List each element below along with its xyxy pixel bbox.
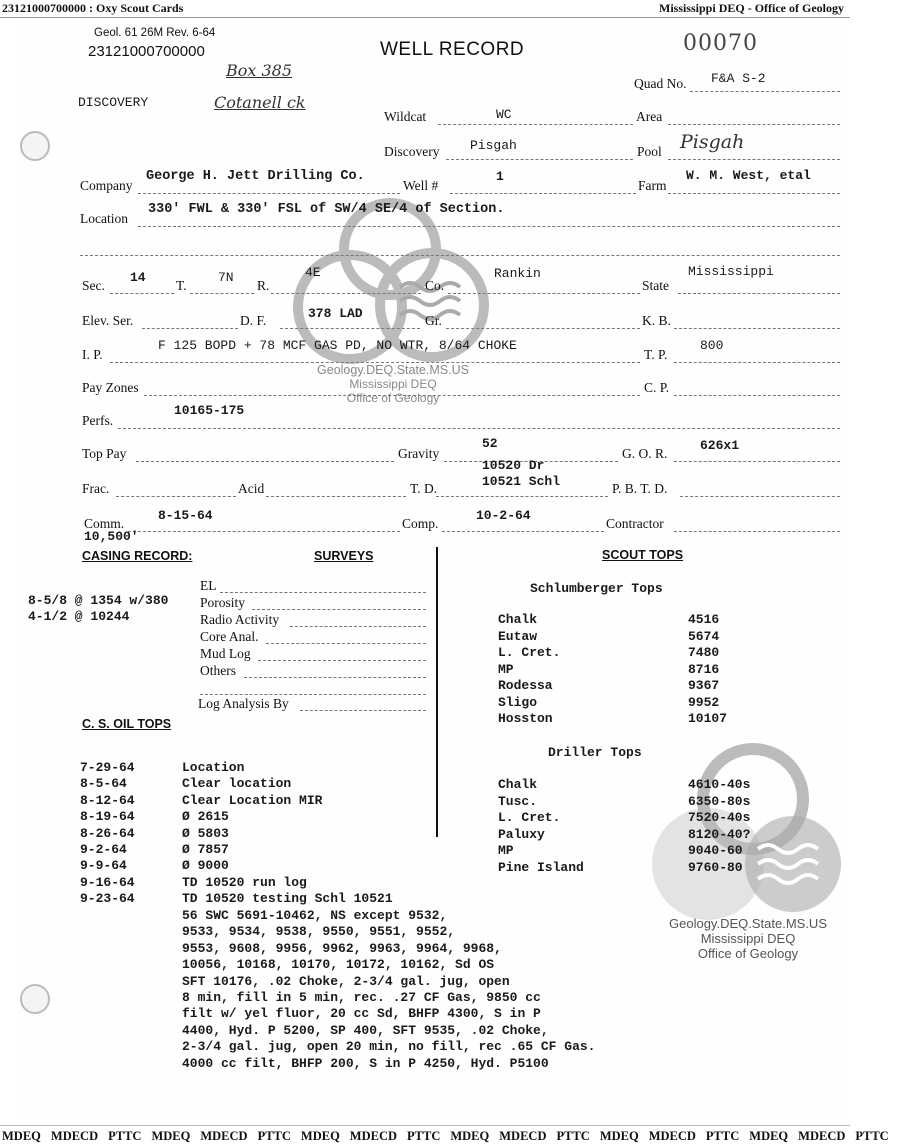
log-entry: Ø 2615: [182, 809, 229, 825]
scout-tops-title: SCOUT TOPS: [602, 548, 684, 562]
footer-item: PTTC: [556, 1129, 590, 1143]
form-code: Geol. 61 26M Rev. 6-64: [94, 27, 216, 39]
log-date: 9-9-64: [80, 858, 127, 874]
test-note-line: filt w/ yel fluor, 20 cc Sd, BHFP 4300, S in P: [182, 1006, 541, 1022]
schl-top-depth: 7480: [688, 645, 720, 660]
kb-label: K. B.: [642, 313, 671, 328]
log-date: 7-29-64: [80, 760, 135, 775]
tp-value: 800: [700, 338, 724, 353]
column-divider: [436, 547, 438, 837]
comm-label: Comm.: [84, 516, 125, 531]
survey-core-anal: Core Anal.: [200, 629, 259, 644]
footer-item: MDEQ: [749, 1129, 789, 1143]
schl-top-name: MP: [498, 661, 514, 677]
watermark-office-2: Office of Geology: [697, 946, 799, 961]
footer-item: PTTC: [705, 1129, 740, 1143]
footer-item: MDEQ: [300, 1129, 340, 1143]
log-date: 8-12-64: [80, 792, 135, 808]
document-id: 23121000700000 : Oxy Scout Cards: [2, 1, 184, 15]
footer-item: PTTC: [855, 1129, 889, 1143]
contractor-label: Contractor: [606, 516, 664, 531]
log-date: 9-23-64: [80, 891, 135, 907]
driller-top-name: Paluxy: [498, 826, 545, 842]
sec-label: Sec.: [82, 278, 105, 293]
quad-label: Quad No.: [634, 76, 687, 91]
watermark-url: Geology.DEQ.State.MS.US: [317, 363, 469, 377]
log-date: 9-2-64: [80, 842, 127, 857]
pool-label: Pool: [637, 144, 662, 159]
status-stamp: DISCOVERY: [78, 95, 149, 110]
agency-name: Mississippi DEQ - Office of Geology: [659, 1, 844, 15]
driller-top-depth: 6350-80s: [688, 793, 751, 809]
schl-top-depth: 9952: [688, 694, 720, 710]
comp-label: Comp.: [402, 516, 439, 531]
log-date: 8-5-64: [80, 776, 127, 792]
perfs-value: 10165-175: [174, 403, 245, 418]
footer-item: PTTC: [108, 1129, 142, 1143]
schl-top-name: L. Cret.: [498, 645, 561, 660]
co-label: Co.: [425, 278, 445, 293]
box-note-2: Cotanell ck: [214, 93, 306, 112]
ip-label: I. P.: [82, 347, 103, 362]
driller-tops-title: Driller Tops: [548, 745, 642, 760]
oil-tops-title: C. S. OIL TOPS: [82, 717, 172, 731]
frac-label: Frac.: [82, 481, 110, 496]
state-value: Mississippi: [688, 264, 774, 279]
wildcat-value: WC: [496, 107, 512, 122]
area-label: Area: [636, 109, 663, 124]
gravity-value: 52: [482, 436, 498, 451]
surveys-title: SURVEYS: [314, 549, 374, 563]
well-value: 1: [496, 169, 504, 184]
log-date: 9-16-64: [80, 874, 135, 890]
schl-top-depth: 10107: [688, 711, 728, 726]
footer-item: MDECD: [648, 1129, 696, 1143]
payzones-label: Pay Zones: [82, 380, 139, 395]
schl-top-depth: 5674: [688, 628, 720, 644]
watermark-agency: Mississippi DEQ: [349, 377, 437, 391]
acid-label: Acid: [238, 481, 265, 496]
gr-label: Gr.: [425, 313, 442, 328]
sec-value: 14: [130, 270, 146, 285]
t-value: 7N: [218, 270, 234, 285]
td-value-driller: 10520 Dr: [482, 458, 545, 473]
schl-top-depth: 8716: [688, 661, 720, 677]
test-note-line: 4400, Hyd. P 5200, SP 400, SFT 9535, .02 Choke,: [182, 1022, 549, 1038]
pool-value: Pisgah: [680, 131, 745, 153]
td-label: T. D.: [410, 481, 438, 496]
survey-el: EL: [200, 578, 217, 593]
schl-top-name: Chalk: [498, 612, 538, 627]
driller-top-depth: 7520-40s: [688, 810, 751, 826]
quad-value: F&A S-2: [711, 71, 766, 86]
survey-porosity: Porosity: [200, 595, 246, 610]
gravity-label: Gravity: [398, 446, 440, 461]
log-entry: TD 10520 run log: [182, 874, 307, 890]
elev-label: Elev. Ser.: [82, 313, 134, 328]
schl-top-name: Hosston: [498, 711, 553, 726]
survey-radio-activity: Radio Activity: [200, 612, 280, 627]
test-note-line: 56 SWC 5691-10462, NS except 9532,: [182, 908, 448, 923]
pbtd-label: P. B. T. D.: [612, 481, 668, 496]
punch-hole-bottom: [20, 984, 50, 1014]
df-label: D. F.: [240, 313, 267, 328]
footer-item: MDECD: [499, 1129, 547, 1143]
log-entry: Ø 9000: [182, 858, 229, 874]
log-date: 8-26-64: [80, 825, 135, 841]
footer-item: MDEQ: [2, 1129, 41, 1143]
log-date: 8-19-64: [80, 809, 135, 825]
viewer-header: [0, 0, 850, 18]
discovery-label: Discovery: [384, 144, 440, 159]
footer-item: MDEQ: [151, 1129, 191, 1143]
footer-item: MDECD: [200, 1129, 248, 1143]
depth-value: 10,500': [84, 529, 139, 544]
log-analysis-by: Log Analysis By: [198, 696, 289, 711]
driller-top-depth: 8120-40?: [688, 826, 751, 842]
df-value: 378 LAD: [308, 306, 363, 321]
ip-value: F 125 BOPD + 78 MCF GAS PD, NO WTR, 8/64 CHOKE: [158, 338, 517, 353]
location-value: 330' FWL & 330' FSL of SW/4 SE/4 of Section.: [148, 202, 505, 217]
casing-record-title: CASING RECORD:: [82, 549, 193, 563]
casing-item: 4-1/2 @ 10244: [28, 609, 130, 624]
footer-item: MDECD: [349, 1129, 398, 1143]
r-value: 4E: [305, 265, 321, 280]
r-label: R.: [257, 278, 270, 293]
cp-label: C. P.: [644, 380, 670, 395]
watermark-text: [288, 363, 498, 405]
footer-item: MDEQ: [450, 1129, 490, 1143]
test-note-line: SFT 10176, .02 Choke, 2-3/4 gal. jug, open: [182, 973, 510, 989]
driller-top-name: L. Cret.: [498, 810, 561, 826]
punch-hole-top: [20, 131, 50, 161]
log-entry: Location: [182, 760, 245, 775]
gor-label: G. O. R.: [622, 446, 668, 461]
driller-top-name: MP: [498, 843, 514, 859]
comm-value: 8-15-64: [158, 508, 213, 523]
test-note-line: 9533, 9534, 9538, 9550, 9551, 9552,: [182, 924, 456, 940]
page-title: WELL RECORD: [380, 39, 525, 60]
driller-top-name: Tusc.: [498, 793, 538, 809]
company-value: George H. Jett Drilling Co.: [146, 169, 365, 184]
schl-top-depth: 9367: [688, 678, 720, 693]
api-number: 23121000700000: [88, 43, 205, 60]
schl-top-name: Eutaw: [498, 628, 538, 644]
discovery-value: Pisgah: [470, 138, 517, 153]
test-note-line: 8 min, fill in 5 min, rec. .27 CF Gas, 9850 cc: [182, 990, 541, 1005]
farm-label: Farm: [638, 178, 667, 193]
log-entry: Clear location: [182, 776, 292, 792]
tp-label: T. P.: [644, 347, 668, 362]
footer-item: PTTC: [407, 1129, 441, 1143]
footer-item: MDEQ: [599, 1129, 639, 1143]
t-label: T.: [176, 278, 187, 293]
perfs-label: Perfs.: [82, 413, 114, 428]
log-entry: Ø 5803: [182, 825, 229, 841]
schl-top-name: Rodessa: [498, 678, 553, 693]
box-note: Box 385: [226, 61, 293, 80]
footer-item: MDECD: [50, 1129, 99, 1143]
test-note-line: 2-3/4 gal. jug, open 20 min, no fill, rec .65 CF Gas.: [182, 1039, 596, 1055]
watermark-url-2: Geology.DEQ.State.MS.US: [669, 916, 827, 931]
watermark-agency-2: Mississippi DEQ: [700, 931, 796, 946]
survey-mud-log: Mud Log: [200, 646, 251, 661]
schl-top-depth: 4516: [688, 612, 720, 627]
survey-others: Others: [200, 663, 236, 678]
wildcat-label: Wildcat: [384, 109, 427, 124]
driller-top-depth: 9040-60: [688, 843, 743, 859]
test-note-line: 10056, 10168, 10170, 10172, 10162, Sd OS: [182, 957, 495, 973]
footer-item: MDECD: [798, 1129, 846, 1143]
test-note-line: 4000 cc filt, BHFP 200, S in P 4250, Hyd. P5100: [182, 1055, 549, 1071]
watermark-office: Office of Geology: [346, 391, 440, 405]
state-label: State: [642, 278, 669, 293]
test-note-line: 9553, 9608, 9956, 9962, 9963, 9964, 9968,: [182, 940, 502, 956]
footer-bar: [0, 1125, 889, 1144]
footer-item: PTTC: [257, 1129, 291, 1143]
well-label: Well #: [403, 178, 439, 193]
well-record-card: [18, 19, 848, 1119]
company-label: Company: [80, 178, 133, 193]
driller-top-depth: 4610-40s: [688, 777, 751, 792]
co-value: Rankin: [494, 266, 541, 281]
driller-top-name: Chalk: [498, 777, 538, 792]
driller-top-name: Pine Island: [498, 860, 584, 875]
watermark-text-2: [648, 916, 848, 961]
log-entry: Clear Location MIR: [182, 792, 323, 808]
schlumberger-tops-title: Schlumberger Tops: [530, 581, 663, 596]
card-number: 00070: [683, 31, 758, 56]
gor-value: 626x1: [700, 438, 740, 453]
driller-top-depth: 9760-80: [688, 860, 743, 875]
td-value-schl: 10521 Schl: [482, 474, 561, 489]
comp-value: 10-2-64: [476, 508, 531, 523]
toppay-label: Top Pay: [82, 446, 127, 461]
schl-top-name: Sligo: [498, 694, 538, 710]
casing-item: 8-5/8 @ 1354 w/380: [28, 593, 169, 608]
log-entry: TD 10520 testing Schl 10521: [182, 891, 393, 907]
location-label: Location: [80, 211, 128, 226]
farm-value: W. M. West, etal: [686, 168, 811, 183]
log-entry: Ø 7857: [182, 842, 229, 857]
